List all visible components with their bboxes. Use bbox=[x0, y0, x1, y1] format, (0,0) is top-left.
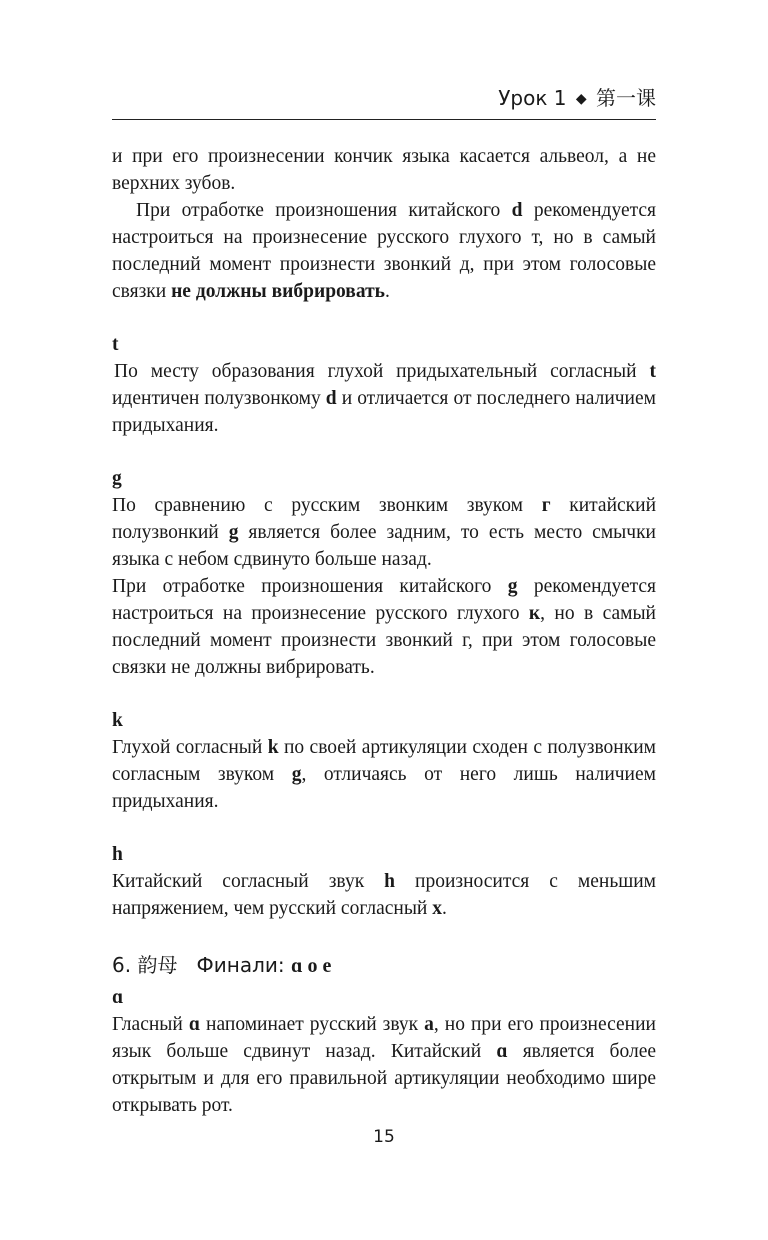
heading-a: ɑ bbox=[112, 987, 124, 1008]
paragraph-d-practice: При отработке произношения китайского d рекомендуется настроиться на произнесение русского глухого т, но в самый последний момент произнести звонкий д, при этом голосовые связки не должны вибрировать. bbox=[112, 200, 656, 302]
header-rule bbox=[112, 119, 656, 120]
running-header bbox=[112, 84, 656, 113]
paragraph-t: По месту образования глухой придыхательный согласный t идентичен полузвонкому d и отличается от последнего наличием придыхания. bbox=[112, 361, 656, 436]
paragraph-g-practice: При отработке произношения китайского g рекомендуется настроиться на произнесение русского глухого к, но в самый последний момент произнести звонкий г, при этом голосовые связки не должны вибрировать. bbox=[112, 576, 657, 678]
heading-h: h bbox=[112, 844, 123, 865]
header-lesson-ru: Урок 1 bbox=[498, 86, 567, 110]
header-lesson-zh: 第一课 bbox=[596, 86, 656, 110]
paragraph-g-comparison: По сравнению с русским звонким звуком г китайский полузвонкий g является более задним, то есть место смычки языка с небом сдвинуто больше назад. bbox=[112, 495, 657, 570]
diamond-separator-icon: ◆ bbox=[575, 91, 587, 107]
heading-t: t bbox=[112, 334, 119, 355]
page-body bbox=[112, 143, 656, 1119]
heading-k: k bbox=[112, 710, 123, 731]
paragraph-a: Гласный ɑ напоминает русский звук а, но при его произнесении язык больше сдвинут назад. Китайский ɑ является более открытым и для его правильной артикуляции необходимо шире открывать рот. bbox=[112, 1014, 656, 1116]
section-heading-finals: 6. 韵母 Финали: ɑ o e bbox=[112, 953, 332, 977]
heading-g: g bbox=[112, 468, 122, 489]
paragraph-continuation: и при его произнесении кончик языка касается альвеол, а не верхних зубов. bbox=[112, 146, 656, 194]
paragraph-h: Китайский согласный звук h произносится с меньшим напряжением, чем русский согласный х. bbox=[112, 871, 656, 919]
paragraph-k: Глухой согласный k по своей артикуляции сходен с полузвонким согласным звуком g, отличаясь от него лишь наличием придыхания. bbox=[112, 737, 656, 812]
page-number: 15 bbox=[373, 1127, 395, 1147]
